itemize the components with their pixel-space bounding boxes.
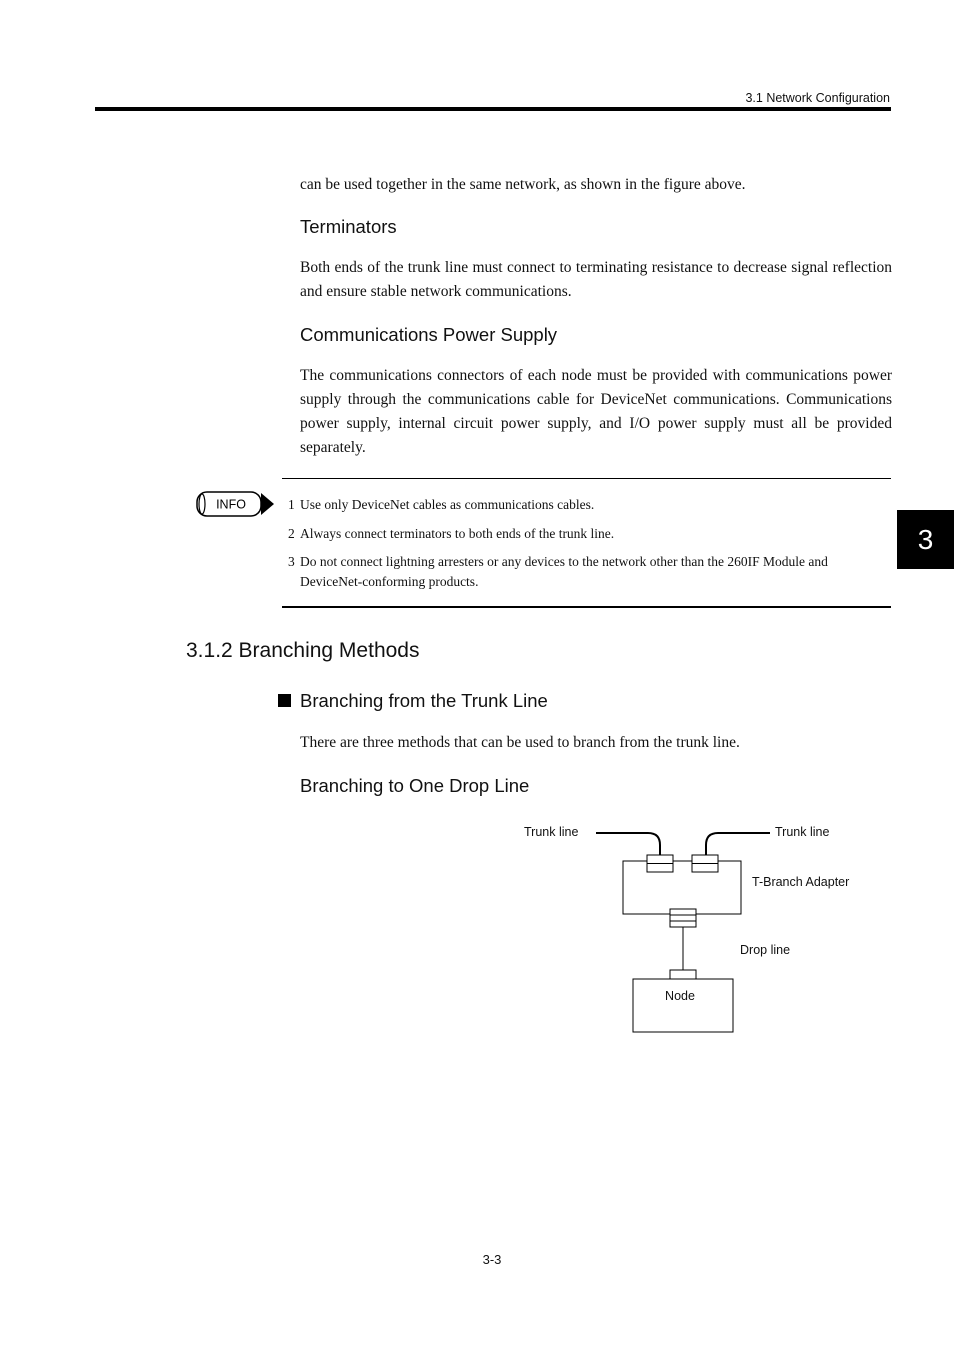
t-branch-diagram [500, 815, 880, 1040]
chapter-tab: 3 [897, 510, 954, 569]
header-rule [95, 107, 891, 111]
t-branch-adapter-label: T-Branch Adapter [752, 875, 850, 889]
connector-right [692, 855, 718, 872]
bullet-square-icon [278, 694, 291, 707]
info-icon-label: INFO [216, 497, 246, 512]
info-note [288, 495, 878, 515]
connector-left [647, 855, 673, 872]
note-number: 2 [288, 526, 295, 541]
page-number: 3-3 [482, 1252, 502, 1267]
info-note [288, 552, 878, 592]
note-text: Use only DeviceNet cables as communications cables. [300, 497, 595, 512]
power-supply-paragraph: The communications connectors of each node must be provided with communications power supply through the communications cable for DeviceNet communications. Communications power supply, internal circuit power supply, and I/O power supply must all be provided separately. [300, 367, 892, 456]
terminators-heading: Terminators [300, 216, 397, 237]
drop-line-label: Drop line [740, 943, 791, 957]
power-supply-heading: Communications Power Supply [300, 324, 558, 345]
trunk-line-right-label: Trunk line [775, 825, 830, 839]
trunk-cable-right [706, 833, 770, 857]
intro-paragraph: can be used together in the same network, as shown in the figure above. [300, 176, 746, 193]
info-rule-bottom [282, 606, 891, 608]
note-number: 3 [288, 554, 295, 569]
trunk-cable-left [596, 833, 660, 857]
node-label: Node [665, 989, 695, 1003]
terminators-paragraph: Both ends of the trunk line must connect to terminating resistance to decrease signal reflection and ensure stable network communications. [300, 259, 892, 300]
trunk-branching-heading: Branching from the Trunk Line [300, 690, 548, 711]
drop-line-heading: Branching to One Drop Line [300, 775, 530, 796]
section-heading: 3.1.2 Branching Methods [186, 639, 420, 662]
connector-drop [670, 909, 696, 927]
info-note [288, 524, 878, 544]
info-icon [194, 488, 276, 520]
methods-paragraph: There are three methods that can be used to branch from the trunk line. [300, 734, 740, 751]
note-text-continued: DeviceNet-conforming products. [300, 574, 479, 589]
node-box [633, 979, 733, 1032]
running-header: 3.1 Network Configuration [745, 91, 890, 105]
t-branch-adapter [623, 861, 741, 914]
note-number: 1 [288, 497, 295, 512]
info-rule-top [282, 478, 891, 479]
trunk-line-left-label: Trunk line [524, 825, 579, 839]
note-text: Always connect terminators to both ends of the trunk line. [300, 526, 615, 541]
note-text: Do not connect lightning arresters or any devices to the network other than the 260IF Module and [300, 554, 828, 569]
node-connector [670, 970, 696, 979]
